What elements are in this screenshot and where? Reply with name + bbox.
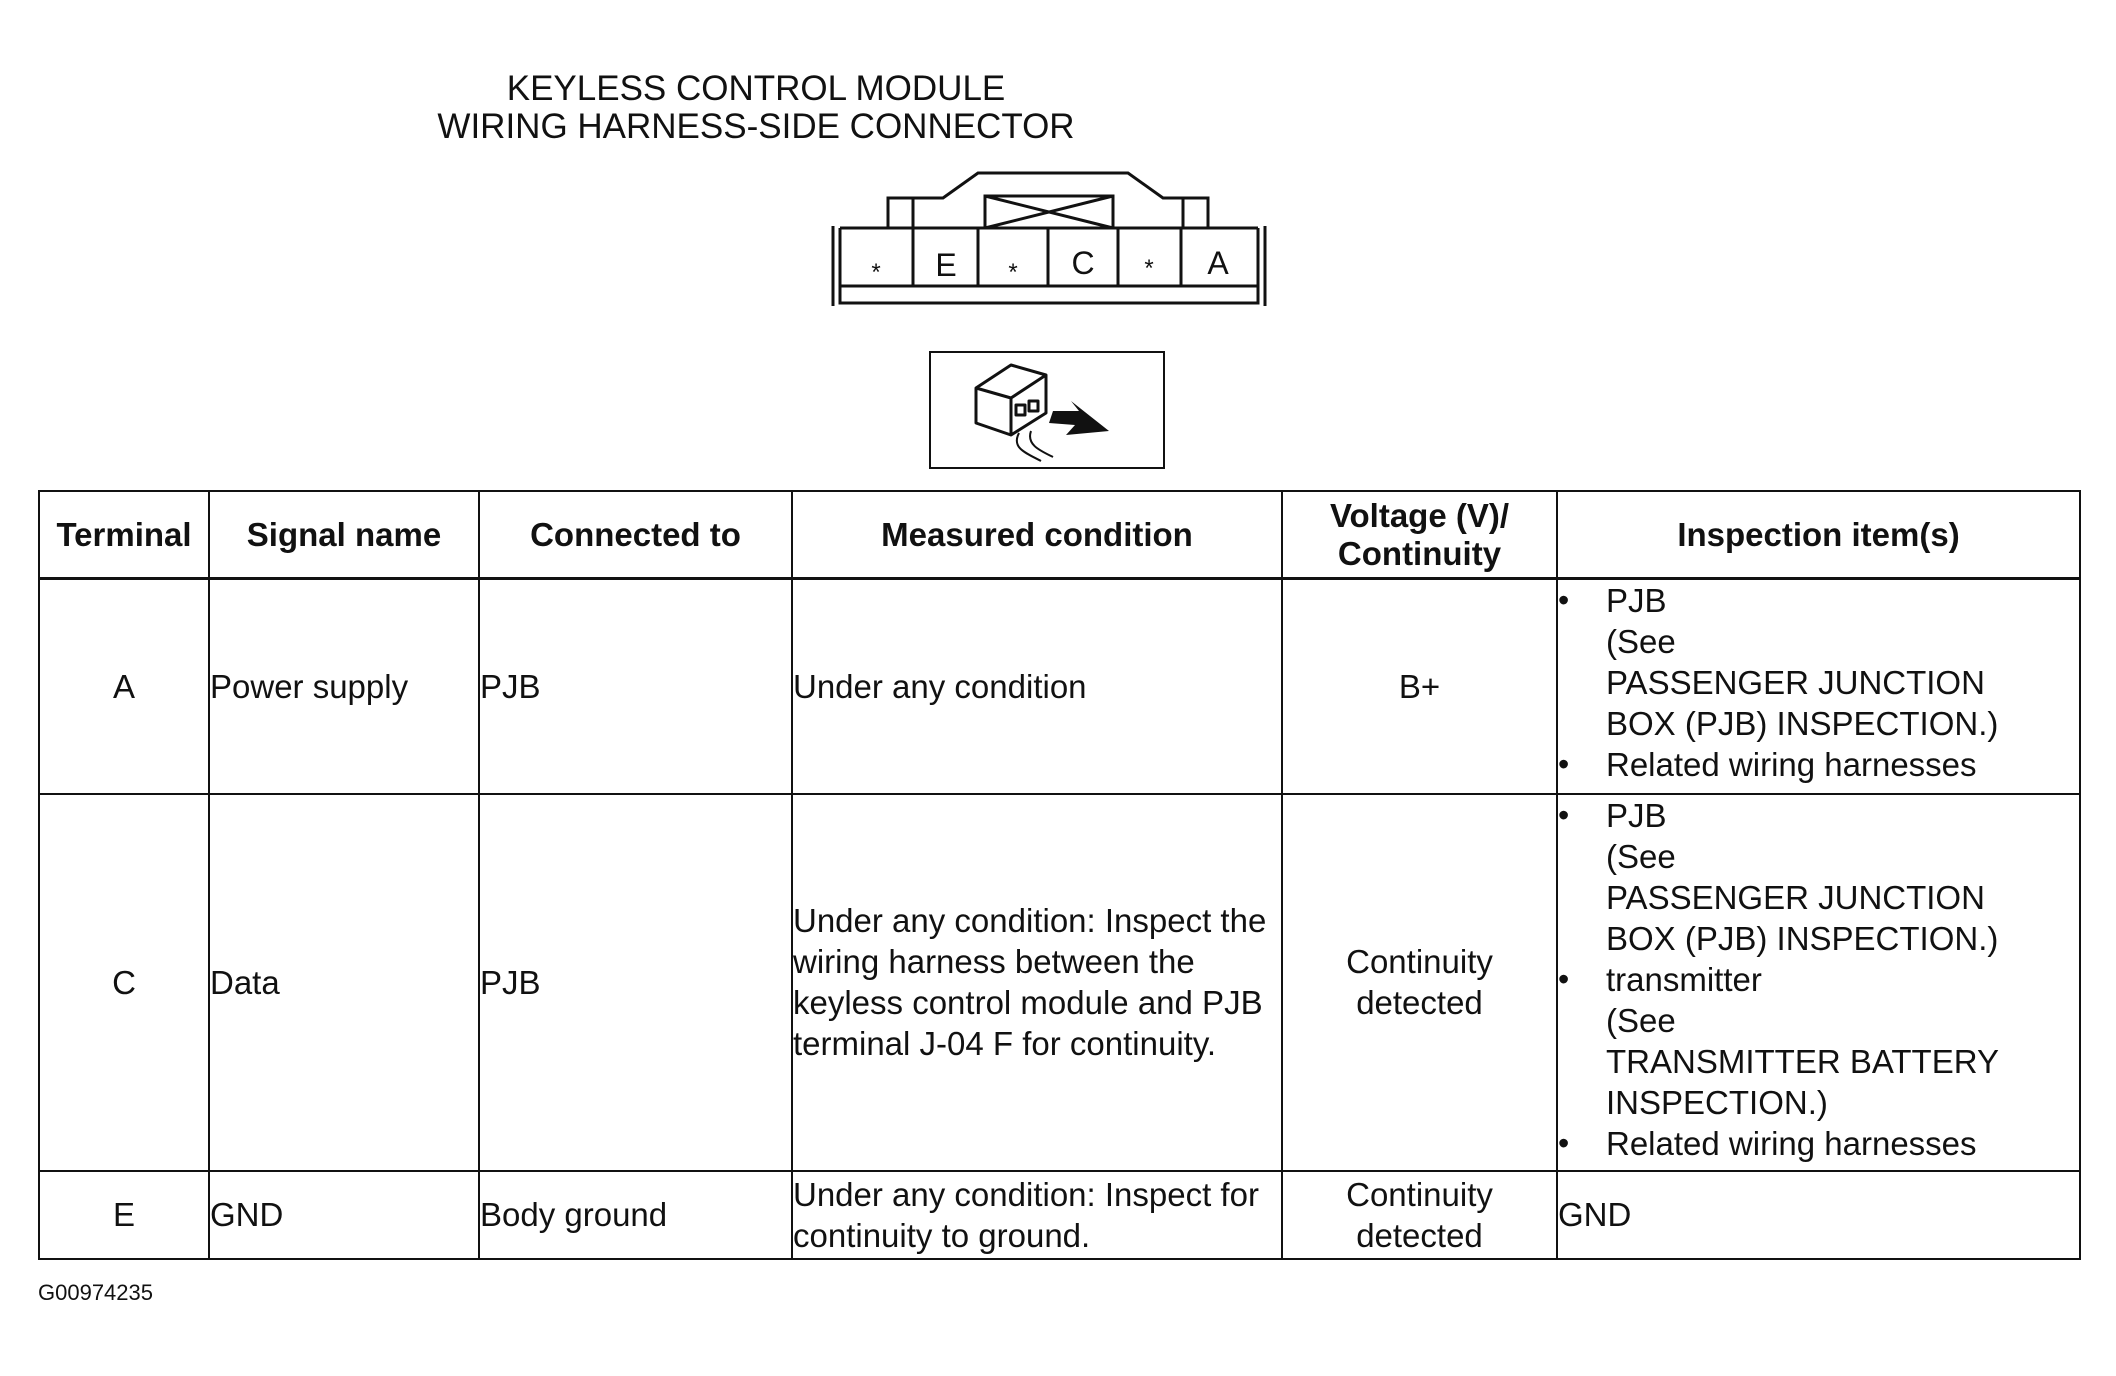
header-terminal: Terminal	[39, 491, 209, 579]
table-row	[39, 1171, 2080, 1259]
connector-probe-icon	[931, 353, 1163, 467]
table-row	[39, 794, 2080, 1171]
inspection-item: • PJB (See PASSENGER JUNCTION BOX (PJB) INSPECTION.)	[1558, 795, 2079, 959]
header-signal-name: Signal name	[209, 491, 479, 579]
cell-connected: PJB	[479, 794, 792, 1171]
table-header-row	[39, 491, 2080, 579]
inspection-table	[38, 490, 2081, 1260]
cell-voltage: Continuity detected	[1282, 1171, 1557, 1259]
header-voltage-line1: Voltage (V)/	[1329, 496, 1510, 534]
connector-latch	[888, 173, 1208, 228]
harness-side-view-icon-box	[929, 351, 1165, 469]
cell-voltage: Continuity detected	[1282, 794, 1557, 1171]
cell-inspection-items	[1557, 579, 2080, 794]
connector-pin-3: *	[1008, 259, 1018, 286]
diagram-title-line1: KEYLESS CONTROL MODULE	[506, 69, 1006, 108]
cell-terminal: A	[39, 579, 209, 794]
header-inspection-items: Inspection item(s)	[1557, 491, 2080, 579]
connector-pin-e: E	[935, 247, 957, 283]
header-voltage-continuity	[1282, 491, 1557, 579]
inspection-item: • PJB (See PASSENGER JUNCTION BOX (PJB) INSPECTION.)	[1558, 580, 2079, 744]
connector-diagram	[828, 168, 1268, 308]
header-voltage-line2: Continuity	[1337, 534, 1502, 572]
connector-pin-5: *	[1144, 255, 1154, 282]
header-measured-condition: Measured condition	[792, 491, 1282, 579]
header-connected-to: Connected to	[479, 491, 792, 579]
cell-connected: Body ground	[479, 1171, 792, 1259]
cell-inspection-items: GND	[1557, 1171, 2080, 1259]
cell-signal: GND	[209, 1171, 479, 1259]
connector-pin-a: A	[1207, 245, 1229, 281]
cell-terminal: C	[39, 794, 209, 1171]
cell-voltage: B+	[1282, 579, 1557, 794]
cell-inspection-items	[1557, 794, 2080, 1171]
table-row	[39, 579, 2080, 794]
cell-condition: Under any condition: Inspect for continuity to ground.	[792, 1171, 1282, 1259]
cell-signal: Power supply	[209, 579, 479, 794]
connector-pin-c: C	[1071, 245, 1095, 281]
connector-pin-1: *	[871, 259, 881, 286]
diagram-title-line2: WIRING HARNESS-SIDE CONNECTOR	[437, 107, 1075, 146]
inspection-item: • Related wiring harnesses	[1558, 744, 2079, 785]
cell-signal: Data	[209, 794, 479, 1171]
inspection-item: • transmitter (See TRANSMITTER BATTERY INSPECTION.)	[1558, 959, 2079, 1123]
cell-connected: PJB	[479, 579, 792, 794]
cell-condition: Under any condition	[792, 579, 1282, 794]
cell-terminal: E	[39, 1171, 209, 1259]
inspection-item: • Related wiring harnesses	[1558, 1123, 2079, 1164]
cell-condition: Under any condition: Inspect the wiring harness between the keyless control module and PJB terminal J-04 F for continuity.	[792, 794, 1282, 1171]
figure-code: G00974235	[38, 1280, 153, 1305]
